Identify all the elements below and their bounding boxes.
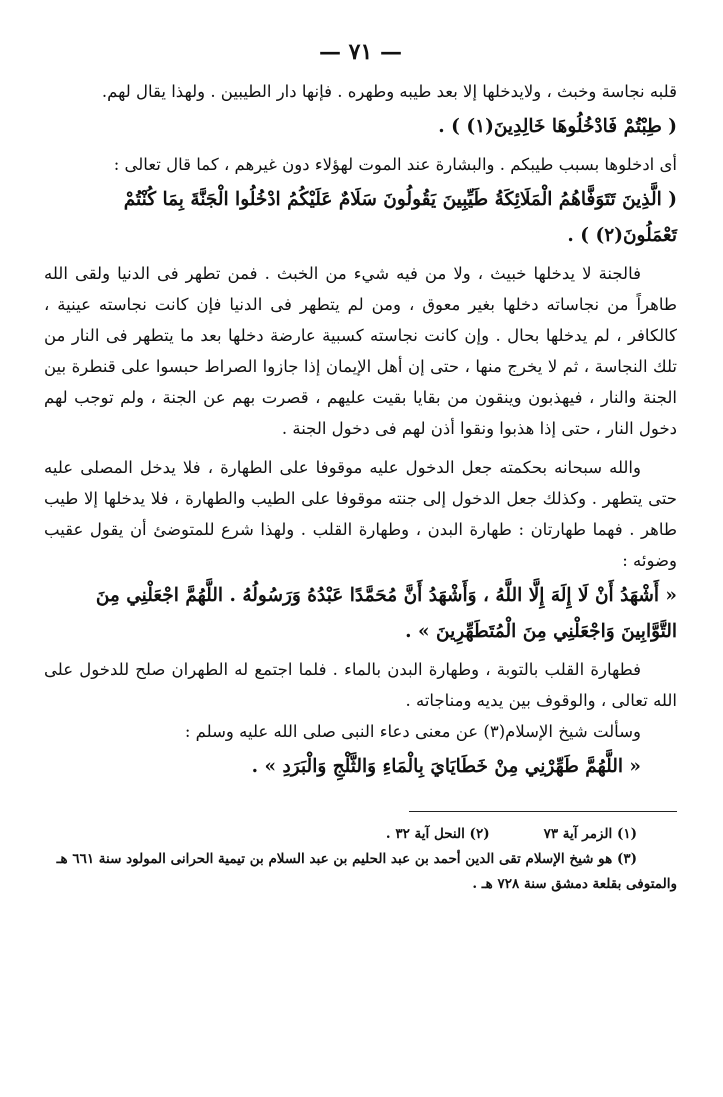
footnote-2: (٢) النحل آية ٣٢ . bbox=[385, 826, 490, 842]
footnote-3: (٣) هو شيخ الإسلام تقى الدين أحمد بن عبد الحليم بن عبد السلام بن تيمية الحرانى المولود سنة ٦٦١ هـ bbox=[56, 851, 637, 867]
footnotes bbox=[44, 822, 677, 897]
footnote-3-continuation: والمتوفى بقلعة دمشق سنة ٧٢٨ هـ . bbox=[472, 876, 677, 892]
footnote-row-1 bbox=[44, 822, 677, 847]
paragraph-1: قلبه نجاسة وخبث ، ولايدخلها إلا بعد طيبه وطهره . فإنها دار الطيبين . ولهذا يقال لهم. bbox=[101, 82, 677, 101]
quran-verse-2: ( الَّذِينَ تَتَوَفَّاهُمُ الْمَلَائِكَةُ طَيِّبِينَ يَقُولُونَ سَلَامٌ عَلَيْكُمُ ادْخُلُوا الْجَنَّةَ بِمَا كُنْتُمْ تَعْمَلُونَ(٢) ) . bbox=[123, 189, 677, 246]
hadith-quote-2: « اللَّهُمَّ طَهِّرْنِي مِنْ خَطَايَايَ بِالْمَاءِ وَالثَّلْجِ وَالْبَرَدِ » . bbox=[251, 756, 641, 777]
paragraph-3: فالجنة لا يدخلها خبيث ، ولا من فيه شيء من الخبث . فمن تطهر فى الدنيا ولقى الله طاهراً من نجاساته دخلها بغير معوق ، ومن لم يتطهر فى الدنيا فإن كانت نجاسته عينية ، كالكافر ، لم يدخلها بحال . وإن كانت نجاسته كسبية عارضة دخلها بعد ما يتطهر فى النار من تلك النجاسة ، ثم لا يخرج منها ، حتى إن أهل الإيمان إذا جازوا الصراط حبسوا على قنطرة بين الجنة والنار ، فيهذبون وينقون من بقايا بقيت عليهم ، قصرت بهم عن الجنة ، ولم توجب لهم دخول النار ، حتى إذا هذبوا ونقوا أذن لهم فى دخول الجنة . bbox=[44, 264, 677, 438]
footnote-1: (١) الزمر آية ٧٣ bbox=[543, 826, 637, 842]
hadith-quote-1: « أَشْهَدُ أَنْ لَا إِلَهَ إِلَّا اللَّهُ ، وَأَشْهَدُ أَنَّ مُحَمَّدًا عَبْدُهُ وَرَسُولُهُ . اللَّهُمَّ اجْعَلْنِي مِنَ التَّوَّابِينَ وَاجْعَلْنِي مِنَ الْمُتَطَهِّرِينَ » . bbox=[95, 585, 677, 642]
page-number: — ٧١ — bbox=[319, 39, 402, 65]
paragraph-4: والله سبحانه بحكمته جعل الدخول عليه موقوفا على الطهارة ، فلا يدخل المصلى عليه حتى يتطهر . وكذلك جعل الدخول إلى جنته موقوفا على الطيب والطهارة ، فلا يدخلها إلا طيب طاهر . فهما طهارتان : طهارة البدن ، وطهارة القلب . ولهذا شرع للمتوضئ أن يقول عقيب وضوئه : bbox=[44, 458, 677, 570]
paragraph-5: فطهارة القلب بالتوبة ، وطهارة البدن بالماء . فلما اجتمع له الطهران صلح للدخول على الله تعالى ، والوقوف بين يديه ومناجاته . bbox=[44, 660, 677, 710]
paragraph-2: أى ادخلوها بسبب طيبكم . والبشارة عند الموت لهؤلاء دون غيرهم ، كما قال تعالى : bbox=[113, 155, 677, 174]
paragraph-6: وسألت شيخ الإسلام(٣) عن معنى دعاء النبى صلى الله عليه وسلم : bbox=[184, 722, 641, 741]
body-text bbox=[44, 76, 677, 785]
footnote-divider bbox=[409, 811, 677, 812]
quran-verse-1: ( طِبْتُمْ فَادْخُلُوهَا خَالِدِينَ(١) ) . bbox=[438, 116, 677, 137]
